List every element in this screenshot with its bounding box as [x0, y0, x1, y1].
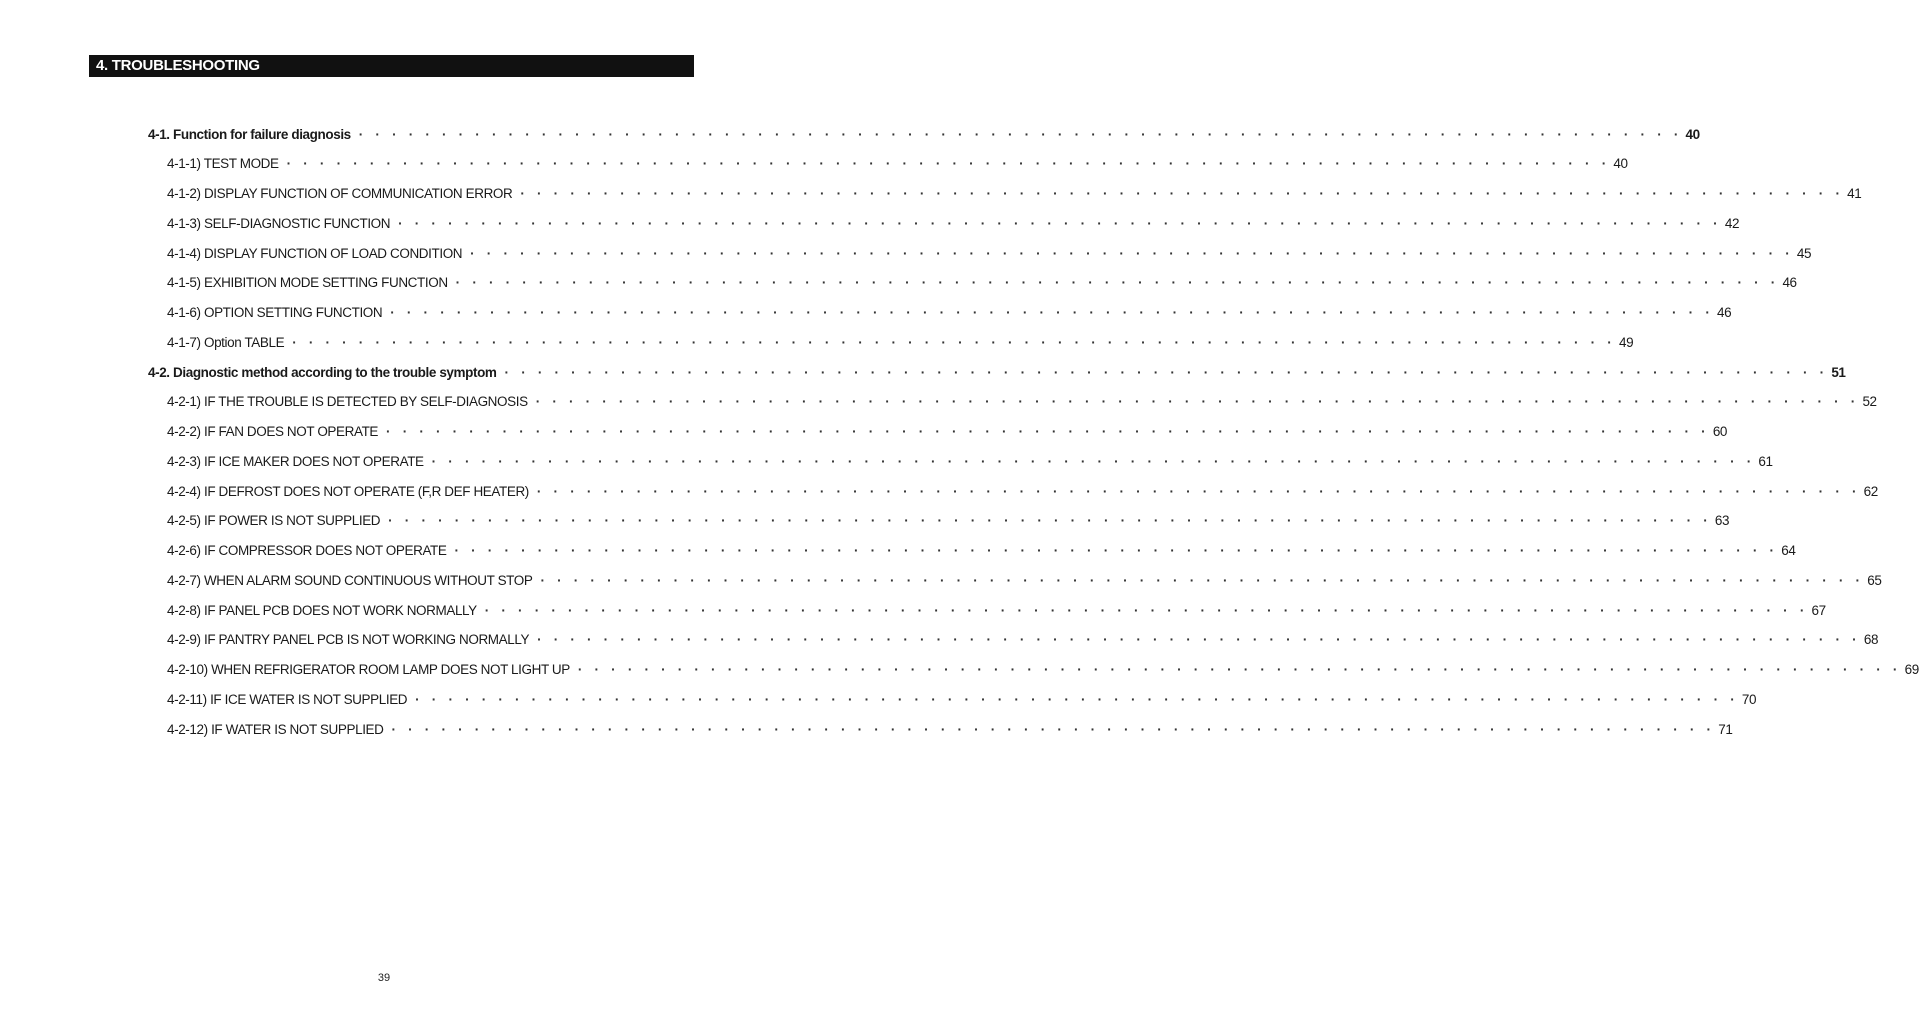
toc-entry[interactable] [167, 273, 1797, 293]
toc-entry-page: 40 [1685, 127, 1700, 142]
toc-entry-title: 4-1-4) DISPLAY FUNCTION OF LOAD CONDITION [167, 246, 463, 261]
toc-dot-leader: · · · · · · · · · · · · · · · · · · · · · · · · · · · · · · · · · · · · · · · · · · · · · · · · · · · · · · · · · · · · · · · · · · · · · · · · · · · · · · · · [470, 246, 1794, 261]
toc-entry-title: 4-2-7) WHEN ALARM SOUND CONTINUOUS WITHOUT STOP [167, 573, 533, 588]
toc-entry[interactable] [167, 333, 1634, 353]
toc-entry-title: 4-2-2) IF FAN DOES NOT OPERATE [167, 424, 379, 439]
toc-entry-title: 4-1-7) Option TABLE [167, 335, 285, 350]
toc-dot-leader: · · · · · · · · · · · · · · · · · · · · · · · · · · · · · · · · · · · · · · · · · · · · · · · · · · · · · · · · · · · · · · · · · · · · · · · · · · · · · · · · [388, 513, 1712, 528]
toc-entry-page: 42 [1724, 216, 1740, 231]
toc-dot-leader: · · · · · · · · · · · · · · · · · · · · · · · · · · · · · · · · · · · · · · · · · · · · · · · · · · · · · · · · · · · · · · · · · · · · · · · · · · · · · · · · [390, 305, 1715, 320]
toc-entry-page: 62 [1863, 484, 1878, 499]
toc-entry[interactable] [167, 690, 1757, 710]
toc-entry-page: 69 [1904, 662, 1919, 677]
toc-entry-title: 4-1-3) SELF-DIAGNOSTIC FUNCTION [167, 216, 391, 231]
toc-entry[interactable] [167, 601, 1826, 621]
toc-entry-page: 46 [1717, 305, 1732, 320]
toc-entry[interactable] [167, 482, 1878, 502]
toc-dot-leader: · · · · · · · · · · · · · · · · · · · · · · · · · · · · · · · · · · · · · · · · · · · · · · · · · · · · · · · · · · · · · · · · · · · · · · · · · · · · · · · · [484, 603, 1809, 618]
toc-entry[interactable] [167, 154, 1628, 174]
toc-dot-leader: · · · · · · · · · · · · · · · · · · · · · · · · · · · · · · · · · · · · · · · · · · · · · · · · · · · · · · · · · · · · · · · · · · · · · · · · · · · · · · · · [286, 156, 1611, 171]
toc-dot-leader: · · · · · · · · · · · · · · · · · · · · · · · · · · · · · · · · · · · · · · · · · · · · · · · · · · · · · · · · · · · · · · · · · · · · · · · · · · · · · · · · [504, 365, 1829, 380]
section-title: 4. TROUBLESHOOTING [96, 57, 260, 74]
toc-entry-page: 61 [1758, 454, 1773, 469]
toc-entry[interactable] [167, 452, 1773, 472]
toc-entry-title: 4-2-11) IF ICE WATER IS NOT SUPPLIED [167, 692, 408, 707]
toc-entry-page: 67 [1811, 603, 1826, 618]
toc-entry-title: 4-1-6) OPTION SETTING FUNCTION [167, 305, 383, 320]
toc-dot-leader: · · · · · · · · · · · · · · · · · · · · · · · · · · · · · · · · · · · · · · · · · · · · · · · · · · · · · · · · · · · · · · · · · · · · · · · · · · · · · · · · [537, 632, 1861, 647]
toc-entry[interactable] [167, 184, 1862, 204]
toc-entry[interactable] [167, 422, 1728, 442]
toc-entry-title: 4-2. Diagnostic method according to the trouble symptom [148, 365, 497, 380]
toc-entry-page: 64 [1781, 543, 1796, 558]
toc-entry-page: 40 [1613, 156, 1628, 171]
toc-entry[interactable] [167, 571, 1882, 591]
toc-entry-page: 68 [1863, 632, 1879, 647]
toc-entry[interactable] [167, 244, 1812, 264]
toc-entry-page: 45 [1796, 246, 1812, 261]
toc-dot-leader: · · · · · · · · · · · · · · · · · · · · · · · · · · · · · · · · · · · · · · · · · · · · · · · · · · · · · · · · · · · · · · · · · · · · · · · · · · · · · · · · [536, 484, 1861, 499]
toc-dot-leader: · · · · · · · · · · · · · · · · · · · · · · · · · · · · · · · · · · · · · · · · · · · · · · · · · · · · · · · · · · · · · · · · · · · · · · · · · · · · · · · · [431, 454, 1756, 469]
toc-entry-page: 51 [1831, 365, 1846, 380]
toc-entry-page: 65 [1867, 573, 1882, 588]
toc-dot-leader: · · · · · · · · · · · · · · · · · · · · · · · · · · · · · · · · · · · · · · · · · · · · · · · · · · · · · · · · · · · · · · · · · · · · · · · · · · · · · · · · [455, 275, 1780, 290]
toc-entry-page: 63 [1714, 513, 1730, 528]
toc-dot-leader: · · · · · · · · · · · · · · · · · · · · · · · · · · · · · · · · · · · · · · · · · · · · · · · · · · · · · · · · · · · · · · · · · · · · · · · · · · · · · · · · [292, 335, 1616, 350]
toc-dot-leader: · · · · · · · · · · · · · · · · · · · · · · · · · · · · · · · · · · · · · · · · · · · · · · · · · · · · · · · · · · · · · · · · · · · · · · · · · · · · · · · · [520, 186, 1845, 201]
toc-entry-title: 4-2-8) IF PANEL PCB DOES NOT WORK NORMALLY [167, 603, 477, 618]
toc-dot-leader: · · · · · · · · · · · · · · · · · · · · · · · · · · · · · · · · · · · · · · · · · · · · · · · · · · · · · · · · · · · · · · · · · · · · · · · · · · · · · · · · [386, 424, 1710, 439]
toc-entry-title: 4-1. Function for failure diagnosis [148, 127, 351, 142]
toc-entry[interactable] [167, 660, 1919, 680]
toc-entry[interactable] [167, 511, 1730, 531]
toc-dot-leader: · · · · · · · · · · · · · · · · · · · · · · · · · · · · · · · · · · · · · · · · · · · · · · · · · · · · · · · · · · · · · · · · · · · · · · · · · · · · · · · · [454, 543, 1779, 558]
toc-entry-title: 4-1-2) DISPLAY FUNCTION OF COMMUNICATION ERROR [167, 186, 513, 201]
toc-dot-leader: · · · · · · · · · · · · · · · · · · · · · · · · · · · · · · · · · · · · · · · · · · · · · · · · · · · · · · · · · · · · · · · · · · · · · · · · · · · · · · · · [398, 216, 1722, 231]
page-number: 39 [377, 972, 391, 984]
toc-entry-page: 49 [1618, 335, 1634, 350]
toc-dot-leader: · · · · · · · · · · · · · · · · · · · · · · · · · · · · · · · · · · · · · · · · · · · · · · · · · · · · · · · · · · · · · · · · · · · · · · · · · · · · · · · · [577, 662, 1902, 677]
toc-entry-page: 71 [1718, 722, 1733, 737]
toc-entry-page: 60 [1712, 424, 1728, 439]
toc-entry-title: 4-2-9) IF PANTRY PANEL PCB IS NOT WORKING NORMALLY [167, 632, 530, 647]
toc-entry-section[interactable] [148, 125, 1700, 145]
toc-dot-leader: · · · · · · · · · · · · · · · · · · · · · · · · · · · · · · · · · · · · · · · · · · · · · · · · · · · · · · · · · · · · · · · · · · · · · · · · · · · · · · · · [391, 722, 1716, 737]
toc-entry[interactable] [167, 630, 1879, 650]
toc-dot-leader: · · · · · · · · · · · · · · · · · · · · · · · · · · · · · · · · · · · · · · · · · · · · · · · · · · · · · · · · · · · · · · · · · · · · · · · · · · · · · · · · [358, 127, 1683, 142]
toc-entry-title: 4-2-12) IF WATER IS NOT SUPPLIED [167, 722, 384, 737]
toc-entry-page: 46 [1782, 275, 1797, 290]
toc-entry-title: 4-2-5) IF POWER IS NOT SUPPLIED [167, 513, 381, 528]
toc-entry[interactable] [167, 541, 1796, 561]
toc-entry-section[interactable] [148, 363, 1846, 383]
toc-dot-leader: · · · · · · · · · · · · · · · · · · · · · · · · · · · · · · · · · · · · · · · · · · · · · · · · · · · · · · · · · · · · · · · · · · · · · · · · · · · · · · · · [535, 394, 1860, 409]
toc-entry-title: 4-1-5) EXHIBITION MODE SETTING FUNCTION [167, 275, 448, 290]
toc-dot-leader: · · · · · · · · · · · · · · · · · · · · · · · · · · · · · · · · · · · · · · · · · · · · · · · · · · · · · · · · · · · · · · · · · · · · · · · · · · · · · · · · [415, 692, 1739, 707]
toc-entry-page: 41 [1847, 186, 1862, 201]
toc-entry[interactable] [167, 214, 1740, 234]
toc-entry-title: 4-2-3) IF ICE MAKER DOES NOT OPERATE [167, 454, 424, 469]
toc-entry-title: 4-2-1) IF THE TROUBLE IS DETECTED BY SELF-DIAGNOSIS [167, 394, 528, 409]
toc-entry-page: 70 [1741, 692, 1757, 707]
toc-entry[interactable] [167, 303, 1732, 323]
toc-entry-title: 4-2-4) IF DEFROST DOES NOT OPERATE (F,R DEF HEATER) [167, 484, 529, 499]
toc-entry-title: 4-1-1) TEST MODE [167, 156, 279, 171]
toc-entry-page: 52 [1862, 394, 1877, 409]
toc-entry-title: 4-2-6) IF COMPRESSOR DOES NOT OPERATE [167, 543, 447, 558]
toc-dot-leader: · · · · · · · · · · · · · · · · · · · · · · · · · · · · · · · · · · · · · · · · · · · · · · · · · · · · · · · · · · · · · · · · · · · · · · · · · · · · · · · · [540, 573, 1865, 588]
toc-entry-title: 4-2-10) WHEN REFRIGERATOR ROOM LAMP DOES NOT LIGHT UP [167, 662, 570, 677]
toc-entry[interactable] [167, 392, 1877, 412]
toc-entry[interactable] [167, 720, 1733, 740]
